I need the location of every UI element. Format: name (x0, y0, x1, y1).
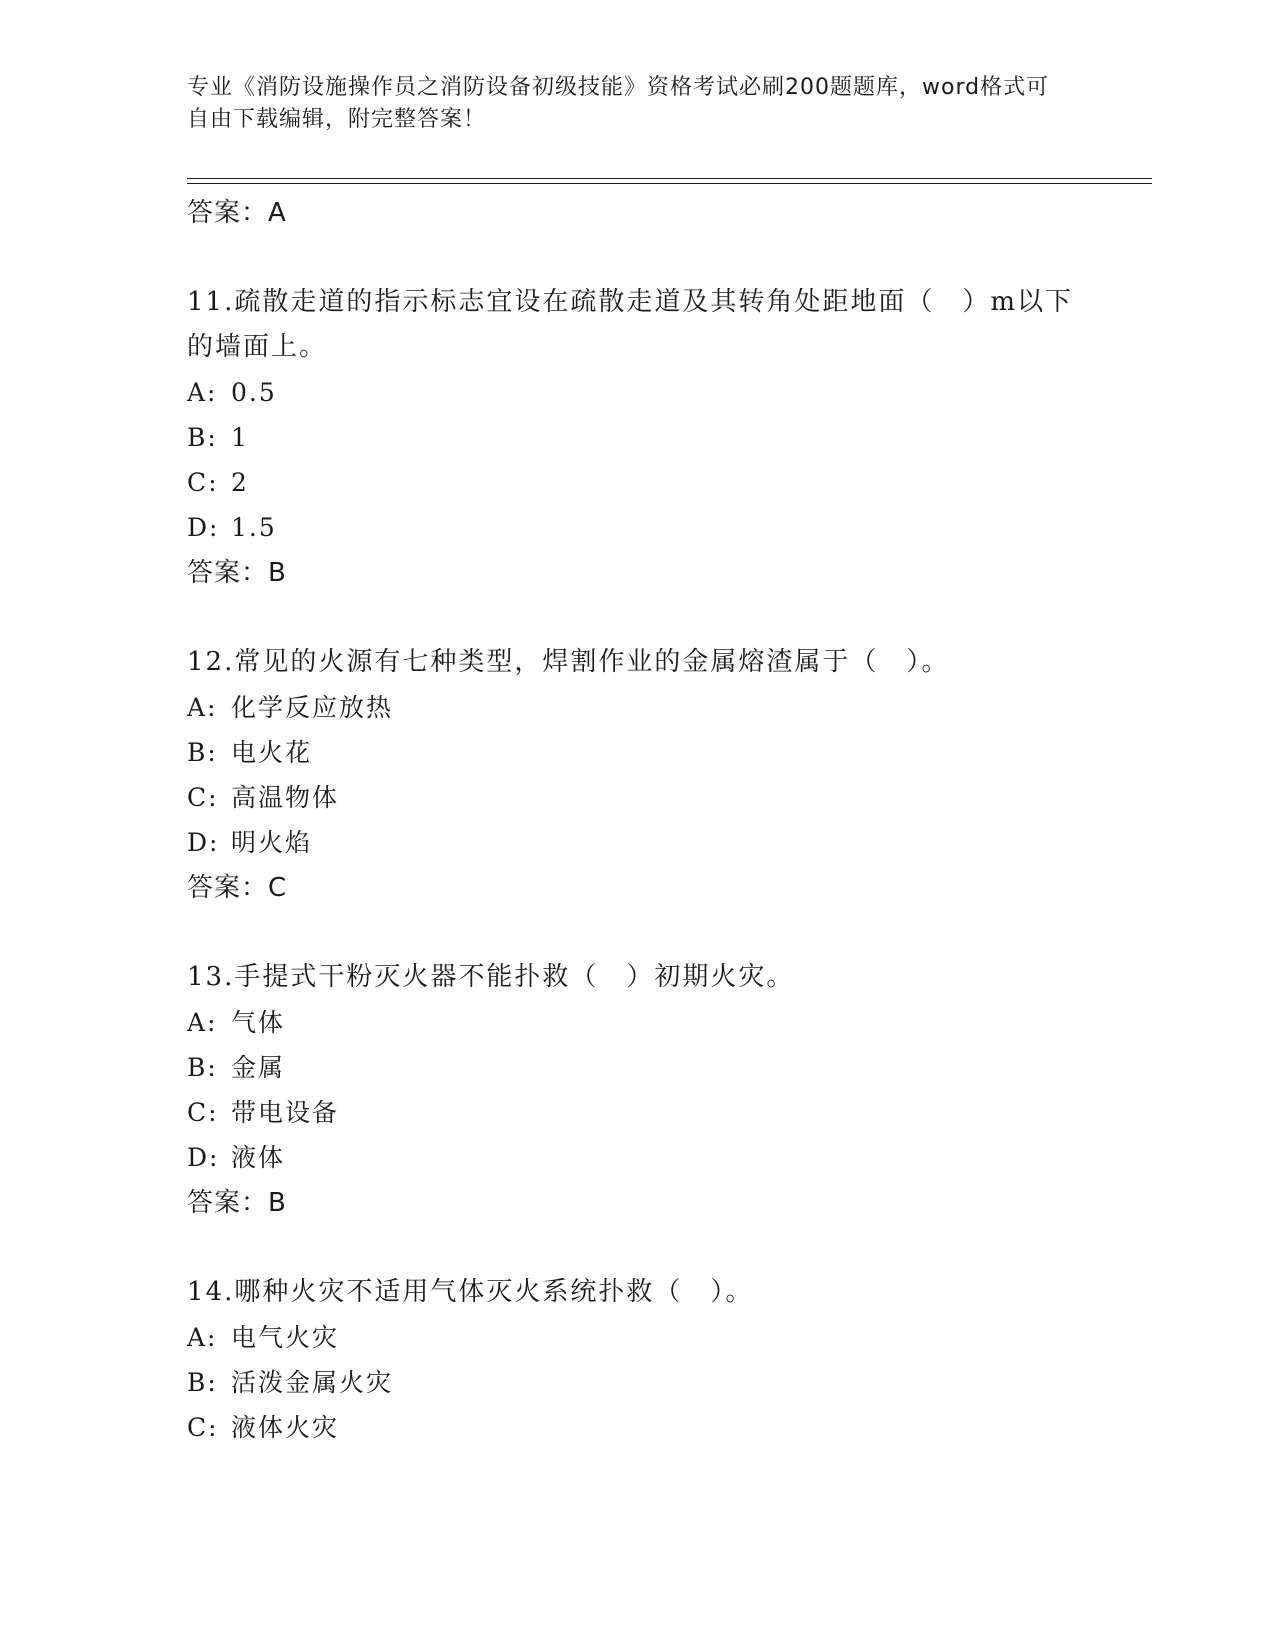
question-text: 12.常见的火源有七种类型，焊割作业的金属熔渣属于（ ）。 (187, 647, 950, 677)
option-d (187, 505, 1087, 550)
option-b (187, 1045, 1087, 1090)
option-text: 液体 (231, 1143, 286, 1172)
answer-line: 答案：B (187, 558, 287, 588)
option-text: 0.5 (231, 378, 277, 407)
question-item (187, 955, 1087, 1226)
option-letter: B: (187, 423, 218, 452)
option-text: 高温物体 (231, 783, 340, 812)
option-text: 电气火灾 (231, 1323, 340, 1352)
answer-line: 答案：C (187, 873, 288, 903)
option-a (187, 1000, 1087, 1045)
option-text: 2 (231, 468, 249, 497)
option-d (187, 1135, 1087, 1180)
option-text: 电火花 (231, 738, 313, 767)
question-item (187, 640, 1087, 911)
option-c (187, 1405, 1087, 1450)
option-b (187, 730, 1087, 775)
option-letter: A: (187, 1323, 218, 1352)
option-text: 液体火灾 (231, 1413, 340, 1442)
document-header: 专业《消防设施操作员之消防设备初级技能》资格考试必刷200题题库，word格式可自由下载编辑，附完整答案！ (187, 75, 1050, 132)
option-letter: D: (187, 1143, 220, 1172)
option-letter: B: (187, 738, 218, 767)
option-a (187, 370, 1087, 415)
option-letter: C: (187, 1413, 219, 1442)
option-d (187, 820, 1087, 865)
option-text: 气体 (231, 1008, 286, 1037)
option-letter: D: (187, 513, 220, 542)
option-text: 活泼金属火灾 (231, 1368, 394, 1397)
option-letter: A: (187, 378, 218, 407)
option-a (187, 1315, 1087, 1360)
option-a (187, 685, 1087, 730)
option-letter: C: (187, 783, 219, 812)
question-text: 13.手提式干粉灭火器不能扑救（ ）初期火灾。 (187, 962, 795, 992)
option-letter: A: (187, 693, 218, 722)
option-text: 1.5 (231, 513, 277, 542)
option-letter: B: (187, 1053, 218, 1082)
option-letter: B: (187, 1368, 218, 1397)
option-text: 明火焰 (231, 828, 313, 857)
question-item (187, 1270, 1087, 1450)
option-text: 带电设备 (231, 1098, 340, 1127)
question-text: 14.哪种火灾不适用气体灭火系统扑救（ ）。 (187, 1277, 754, 1307)
answer-line: 答案：B (187, 1188, 287, 1218)
option-letter: D: (187, 828, 220, 857)
answer-line: 答案：A (187, 198, 287, 228)
option-c (187, 775, 1087, 820)
option-text: 化学反应放热 (231, 693, 394, 722)
option-letter: C: (187, 1098, 219, 1127)
option-b (187, 415, 1087, 460)
header-rule-top (187, 178, 1152, 179)
option-text: 金属 (231, 1053, 286, 1082)
question-item (187, 280, 1087, 596)
option-c (187, 1090, 1087, 1135)
header-rule-bottom (187, 183, 1152, 184)
option-letter: A: (187, 1008, 218, 1037)
option-text: 1 (231, 423, 249, 452)
option-b (187, 1360, 1087, 1405)
option-c (187, 460, 1087, 505)
question-list (187, 190, 1087, 1450)
option-letter: C: (187, 468, 219, 497)
question-text: 11.疏散走道的指示标志宜设在疏散走道及其转角处距地面（ ）m以下的墙面上。 (187, 287, 1074, 362)
